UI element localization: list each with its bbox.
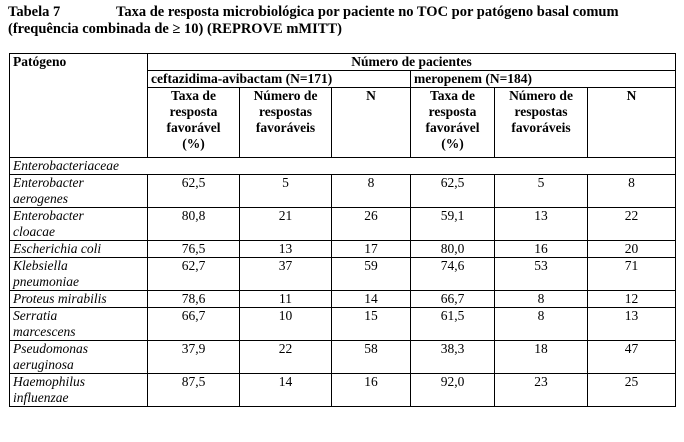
header-rate-a-line: (%): [182, 136, 205, 151]
family-label: Enterobacteriaceae: [10, 158, 676, 175]
header-count-a-line: favoráveis: [255, 120, 316, 135]
pathogen-name: [10, 291, 148, 308]
cell-b-rate: 61,5: [411, 308, 495, 341]
header-count-a: [240, 88, 332, 158]
cell-a-rate: 62,7: [148, 258, 240, 291]
cell-a-count: 10: [240, 308, 332, 341]
pathogen-name-line: Enterobacter: [13, 208, 84, 223]
cell-a-rate: 37,9: [148, 341, 240, 374]
cell-a-n: 26: [332, 208, 411, 241]
cell-b-n: 22: [588, 208, 676, 241]
cell-b-rate: 62,5: [411, 175, 495, 208]
cell-b-n: 20: [588, 241, 676, 258]
header-count-b-line: favoráveis: [511, 120, 571, 135]
table-row: [10, 308, 676, 341]
pathogen-name-line: influenzae: [13, 390, 69, 405]
cell-a-n: 17: [332, 241, 411, 258]
cell-b-rate: 74,6: [411, 258, 495, 291]
cell-b-count: 16: [495, 241, 588, 258]
cell-a-count: 13: [240, 241, 332, 258]
pathogen-name-line: Enterobacter: [13, 175, 84, 190]
header-n-b: N: [588, 88, 676, 158]
header-patients: Número de pacientes: [148, 54, 676, 71]
header-rate-a-line: Taxa de: [171, 88, 216, 103]
pathogen-name-line: Serratia: [13, 308, 58, 323]
cell-b-count: 5: [495, 175, 588, 208]
cell-a-count: 37: [240, 258, 332, 291]
cell-a-rate: 80,8: [148, 208, 240, 241]
cell-a-rate: 87,5: [148, 374, 240, 407]
cell-b-count: 23: [495, 374, 588, 407]
header-row-1: [10, 54, 676, 71]
header-group-b: meropenem (N=184): [411, 71, 676, 88]
cell-a-rate: 66,7: [148, 308, 240, 341]
header-count-b: [495, 88, 588, 158]
pathogen-response-table: [9, 53, 676, 407]
table-label: Tabela 7: [8, 4, 61, 20]
pathogen-name-line: pneumoniae: [13, 274, 79, 289]
cell-b-count: 18: [495, 341, 588, 374]
cell-a-n: 59: [332, 258, 411, 291]
pathogen-name: [10, 308, 148, 341]
cell-b-count: 8: [495, 308, 588, 341]
cell-b-n: 25: [588, 374, 676, 407]
cell-a-rate: 76,5: [148, 241, 240, 258]
cell-b-count: 13: [495, 208, 588, 241]
cell-b-n: 8: [588, 175, 676, 208]
pathogen-name-line: Pseudomonas: [13, 341, 88, 356]
header-rate-a: [148, 88, 240, 158]
cell-b-count: 53: [495, 258, 588, 291]
cell-a-rate: 78,6: [148, 291, 240, 308]
cell-b-rate: 66,7: [411, 291, 495, 308]
cell-a-count: 22: [240, 341, 332, 374]
header-count-a-line: Número de: [253, 88, 318, 103]
table-row: [10, 341, 676, 374]
cell-a-n: 8: [332, 175, 411, 208]
table-row: [10, 291, 676, 308]
cell-a-count: 21: [240, 208, 332, 241]
table-row: [10, 374, 676, 407]
family-row: [10, 158, 676, 175]
cell-a-n: 15: [332, 308, 411, 341]
cell-a-n: 58: [332, 341, 411, 374]
table-row: [10, 175, 676, 208]
pathogen-name: [10, 341, 148, 374]
pathogen-name-line: Haemophilus: [13, 374, 85, 389]
header-rate-a-line: resposta: [169, 104, 218, 119]
header-rate-b-line: Taxa de: [430, 88, 475, 103]
table-row: [10, 258, 676, 291]
header-rate-b-line: resposta: [428, 104, 477, 119]
header-count-b-line: Número de: [509, 88, 573, 103]
cell-a-rate: 62,5: [148, 175, 240, 208]
pathogen-name: [10, 208, 148, 241]
pathogen-name: [10, 175, 148, 208]
header-rate-b: [411, 88, 495, 158]
header-rate-b-line: (%): [441, 136, 464, 151]
header-n-a: N: [332, 88, 411, 158]
table-row: [10, 208, 676, 241]
pathogen-name-line: Escherichia coli: [13, 241, 102, 256]
cell-b-count: 8: [495, 291, 588, 308]
table-title: Taxa de resposta microbiológica por paciente no TOC por patógeno basal comum: [116, 4, 619, 20]
header-rate-a-line: favorável: [166, 120, 221, 135]
table-caption: [8, 4, 680, 38]
header-rate-b-line: favorável: [425, 120, 480, 135]
cell-b-rate: 38,3: [411, 341, 495, 374]
pathogen-name-line: cloacae: [13, 224, 55, 239]
cell-b-n: 12: [588, 291, 676, 308]
cell-b-rate: 59,1: [411, 208, 495, 241]
header-count-a-line: respostas: [258, 104, 312, 119]
header-pathogen: Patógeno: [10, 54, 148, 158]
cell-a-n: 16: [332, 374, 411, 407]
cell-b-n: 47: [588, 341, 676, 374]
pathogen-name: [10, 374, 148, 407]
pathogen-name: [10, 241, 148, 258]
pathogen-name-line: marcescens: [13, 324, 76, 339]
caption-line-1: [8, 4, 680, 21]
cell-a-n: 14: [332, 291, 411, 308]
header-group-a: ceftazidima-avibactam (N=171): [148, 71, 411, 88]
header-count-b-line: respostas: [514, 104, 568, 119]
table-body: [10, 54, 676, 407]
table-row: [10, 241, 676, 258]
cell-b-n: 71: [588, 258, 676, 291]
table-subtitle: (frequência combinada de ≥ 10) (REPROVE mMITT): [8, 21, 342, 37]
cell-b-n: 13: [588, 308, 676, 341]
pathogen-name-line: Proteus mirabilis: [13, 291, 107, 306]
cell-b-rate: 80,0: [411, 241, 495, 258]
pathogen-name-line: aeruginosa: [13, 357, 74, 372]
pathogen-name-line: aerogenes: [13, 191, 68, 206]
cell-a-count: 14: [240, 374, 332, 407]
cell-a-count: 5: [240, 175, 332, 208]
cell-a-count: 11: [240, 291, 332, 308]
pathogen-name: [10, 258, 148, 291]
pathogen-name-line: Klebsiella: [13, 258, 68, 273]
cell-b-rate: 92,0: [411, 374, 495, 407]
